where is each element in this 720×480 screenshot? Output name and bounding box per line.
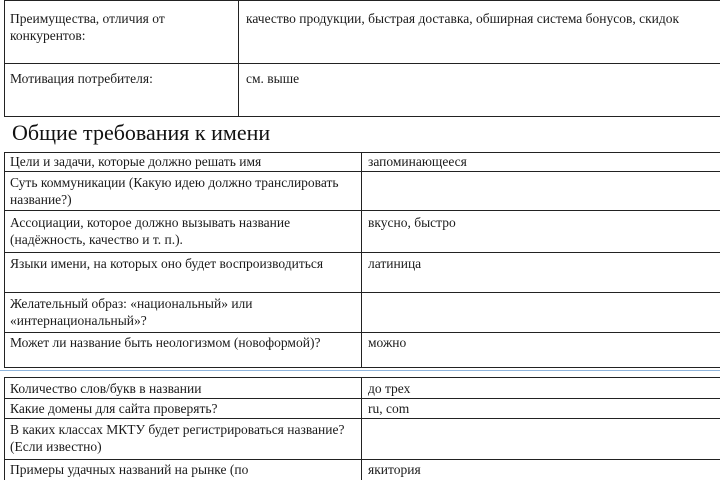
table-row-question: Количество слов/букв в названии xyxy=(10,381,202,396)
table-row-question: Может ли название быть неологизмом (новоформой)? xyxy=(10,335,321,350)
table-row-answer: ru, com xyxy=(368,401,410,416)
table-row-question: Языки имени, на которых оно будет воспроизводиться xyxy=(10,256,324,271)
table-row-question: Какие домены для сайта проверять? xyxy=(10,401,218,416)
table-row-question: Цели и задачи, которые должно решать имя xyxy=(10,154,262,169)
page-break-line xyxy=(0,370,720,371)
table-row-question: В каких классах МКТУ будет регистрироваться название? (Если известно) xyxy=(10,422,345,454)
table-row-question: Желательный образ: «национальный» или «интернациональный»? xyxy=(10,296,253,328)
motivation-label: Мотивация потребителя: xyxy=(10,71,153,86)
motivation-value: см. выше xyxy=(246,71,300,86)
table-row-answer: до трех xyxy=(368,381,411,396)
table-row-answer: якитория xyxy=(368,462,421,477)
table-row-answer: можно xyxy=(368,335,407,350)
table-row-answer: вкусно, быстро xyxy=(368,215,456,230)
advantages-value: качество продукции, быстрая доставка, обширная система бонусов, скидок xyxy=(246,11,680,26)
table-row-question: Примеры удачных названий на рынке (по xyxy=(10,462,249,477)
table-row-answer: латиница xyxy=(368,256,422,271)
table-row-question: Ассоциации, которое должно вызывать название (надёжность, качество и т. п.). xyxy=(10,215,291,247)
section-heading: Общие требования к имени xyxy=(12,120,271,145)
advantages-label: Преимущества, отличия от конкурентов: xyxy=(10,11,165,43)
table-row-answer: запоминающееся xyxy=(368,154,467,169)
table-row-question: Суть коммуникации (Какую идею должно транслировать название?) xyxy=(10,175,339,207)
